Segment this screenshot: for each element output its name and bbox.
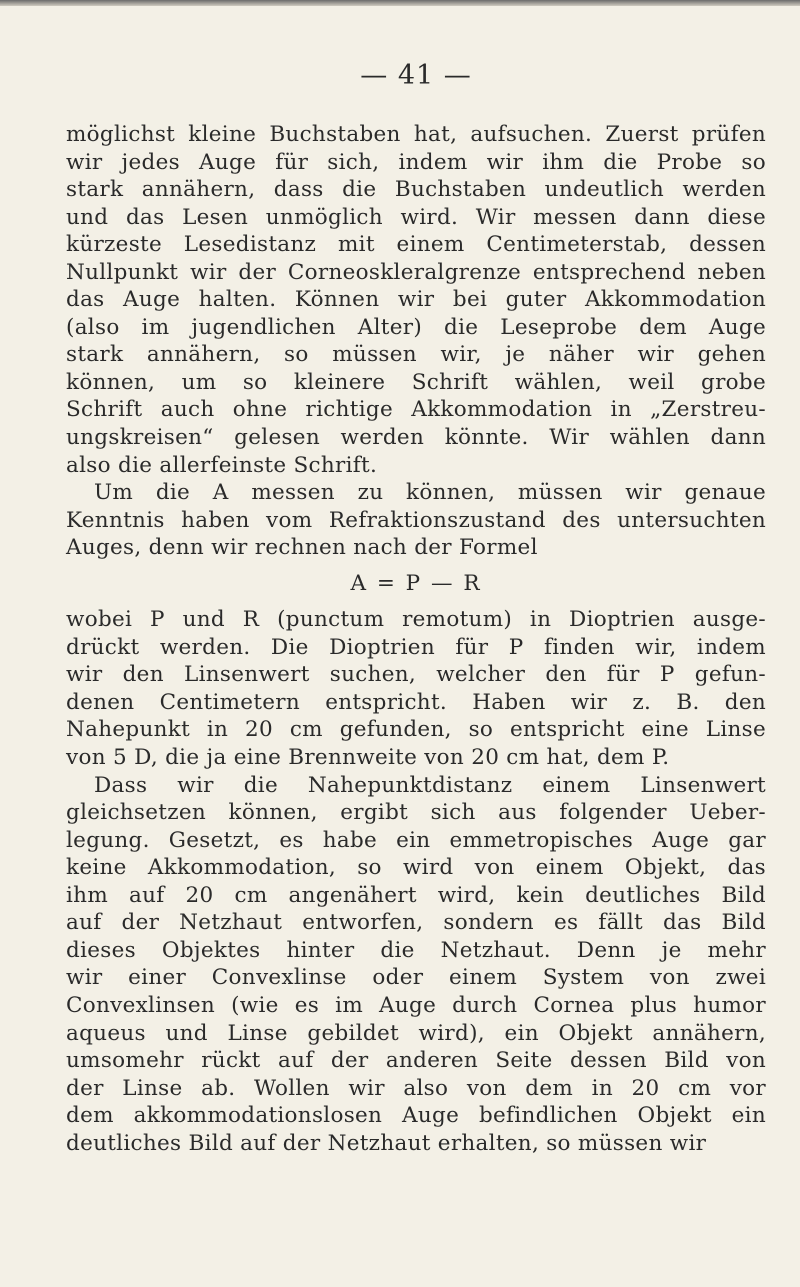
text-line: Kenntnis haben vom Refraktionszustand des untersuchten: [66, 507, 766, 533]
text-line: aqueus und Linse gebildet wird), ein Objekt annähern,: [66, 1020, 766, 1046]
text-line: wir den Linsenwert suchen, welcher den für P gefun-: [66, 662, 766, 688]
text-line: der Linse ab. Wollen wir also von dem in 20 cm vor: [66, 1075, 766, 1101]
text-line: Nullpunkt wir der Corneoskleralgrenze entsprechend neben: [66, 259, 766, 285]
text-line: ihm auf 20 cm angenähert wird, kein deutliches Bild: [66, 882, 766, 908]
text-line: wobei P und R (punctum remotum) in Dioptrien ausge-: [66, 607, 766, 633]
text-line: Auges, denn wir rechnen nach der Formel: [66, 535, 538, 561]
formula: A = P — R: [350, 570, 482, 596]
text-line: stark annähern, so müssen wir, je näher wir gehen: [66, 342, 766, 368]
text-line: dieses Objektes hinter die Netzhaut. Denn je mehr: [66, 937, 766, 963]
text-line: möglichst kleine Buchstaben hat, aufsuchen. Zuerst prüfen: [66, 122, 766, 147]
text-line: Dass wir die Nahepunktdistanz einem Linsenwert: [94, 772, 766, 798]
text-line: keine Akkommodation, so wird von einem Objekt, das: [66, 855, 766, 881]
text-line: wir jedes Auge für sich, indem wir ihm die Probe so: [66, 149, 766, 175]
text-line: (also im jugendlichen Alter) die Leseprobe dem Auge: [66, 314, 766, 340]
text-line: Nahepunkt in 20 cm gefunden, so entspricht eine Linse: [66, 717, 766, 743]
text-line: umsomehr rückt auf der anderen Seite dessen Bild von: [66, 1048, 766, 1074]
text-line: legung. Gesetzt, es habe ein emmetropisches Auge gar: [66, 827, 766, 853]
text-line: gleichsetzen können, ergibt sich aus folgender Ueber-: [66, 800, 766, 826]
book-page: [66, 60, 766, 1157]
scan-edge: [0, 0, 800, 6]
page-number: — 41 —: [360, 60, 472, 91]
text-line: Um die A messen zu können, müssen wir genaue: [94, 480, 766, 506]
text-line: ungskreisen“ gelesen werden könnte. Wir wählen dann: [66, 425, 766, 451]
paragraph-3: [66, 606, 766, 771]
text-line: dem akkommodationslosen Auge befindlichen Objekt ein: [66, 1103, 766, 1129]
text-line: denen Centimetern entspricht. Haben wir z. B. den: [66, 689, 766, 715]
text-line: auf der Netzhaut entworfen, sondern es fällt das Bild: [66, 910, 766, 936]
text-line: wir einer Convexlinse oder einem System von zwei: [66, 965, 766, 991]
text-line: können, um so kleinere Schrift wählen, weil grobe: [66, 369, 766, 395]
text-line: stark annähern, dass die Buchstaben undeutlich werden: [66, 177, 766, 203]
text-line: von 5 D, die ja eine Brennweite von 20 cm hat, dem P.: [66, 745, 670, 771]
paragraph-2: [66, 479, 766, 562]
paragraph-4: [66, 772, 766, 1158]
text-line: drückt werden. Die Dioptrien für P finden wir, indem: [66, 634, 766, 660]
text-line: deutliches Bild auf der Netzhaut erhalten, so müssen wir: [66, 1130, 707, 1156]
text-line: kürzeste Lesedistanz mit einem Centimeterstab, dessen: [66, 232, 766, 258]
text-line: das Auge halten. Können wir bei guter Akkommodation: [66, 287, 766, 313]
text-line: Convexlinsen (wie es im Auge durch Cornea plus humor: [66, 992, 766, 1018]
text-line: und das Lesen unmöglich wird. Wir messen dann diese: [66, 204, 766, 230]
text-line: also die allerfeinste Schrift.: [66, 452, 378, 478]
text-line: Schrift auch ohne richtige Akkommodation in „Zerstreu-: [66, 397, 766, 423]
paragraph-1: [66, 121, 766, 479]
